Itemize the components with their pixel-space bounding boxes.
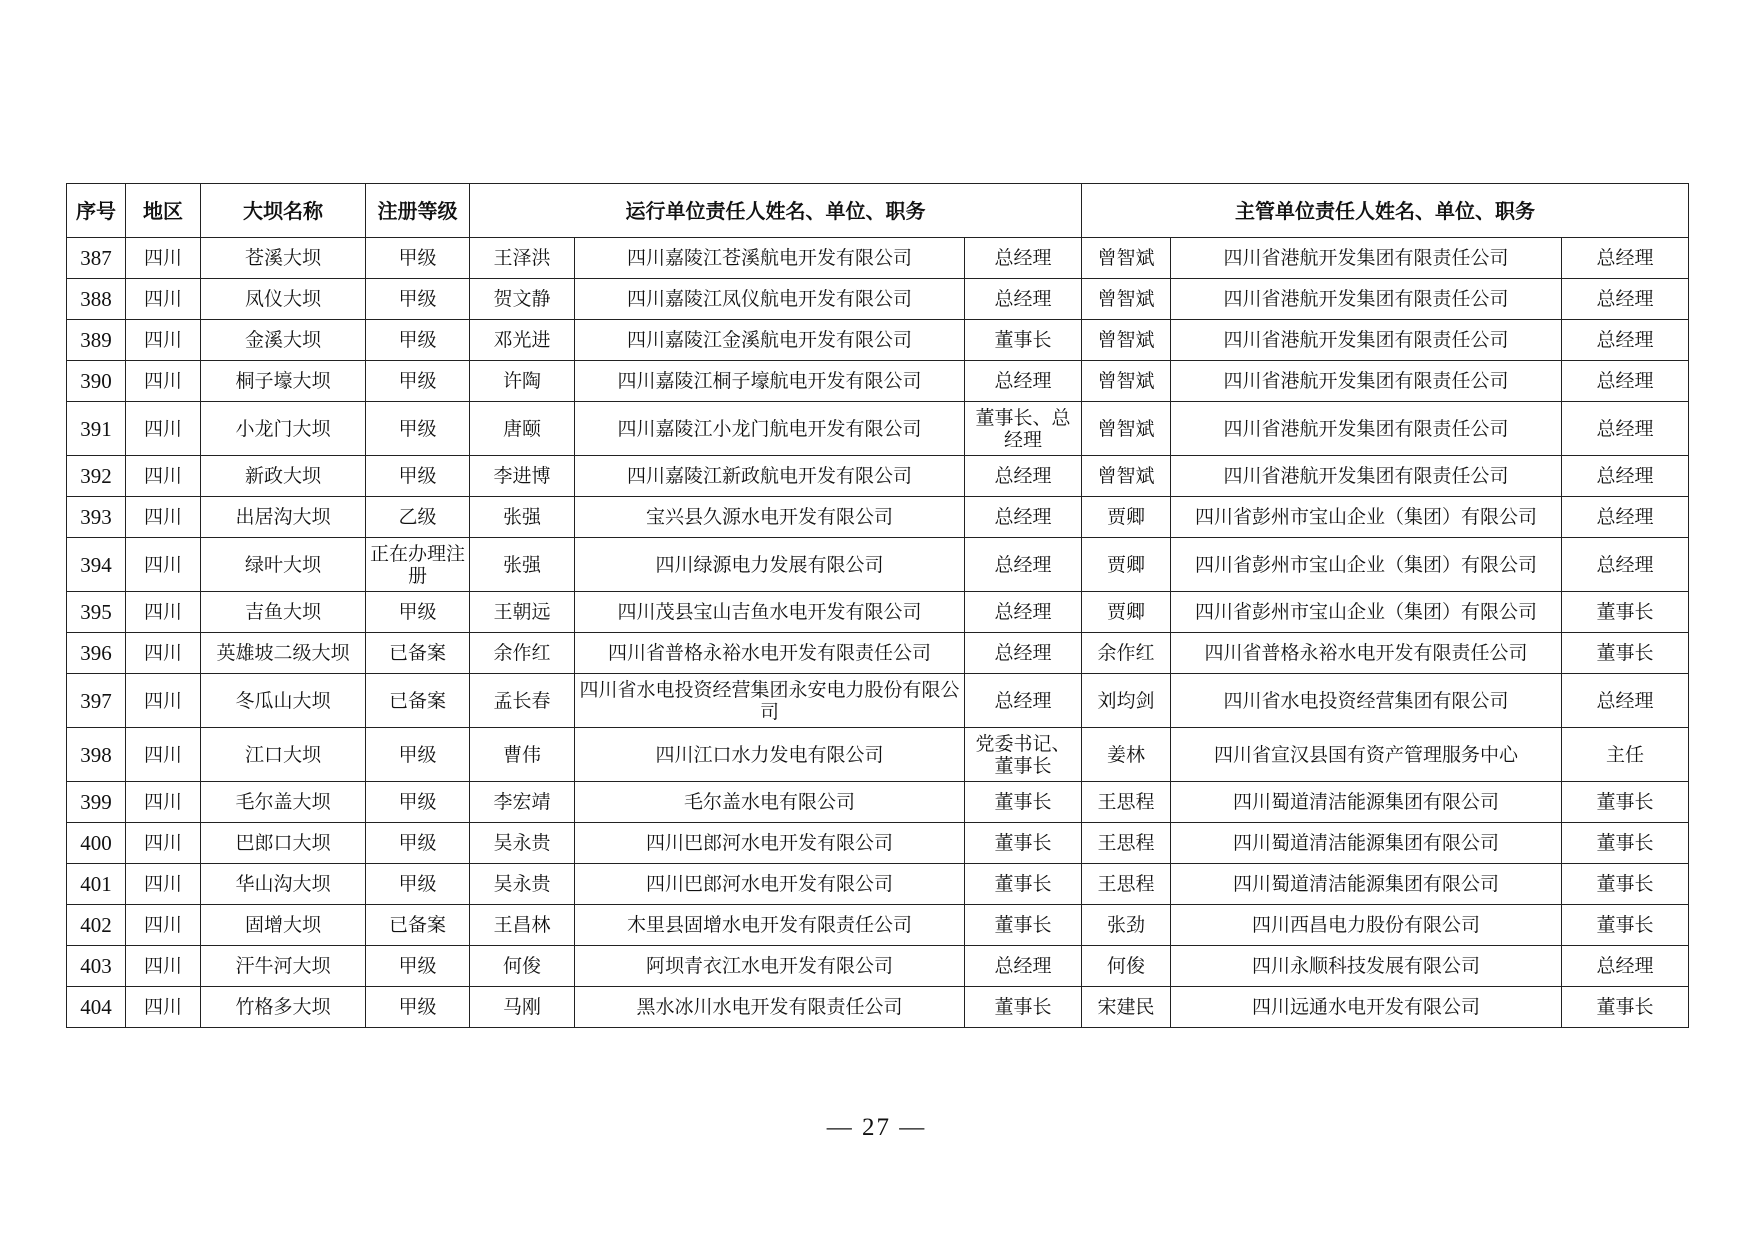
cell-supervisor-title: 总经理 bbox=[1562, 361, 1689, 402]
cell-seq: 397 bbox=[67, 674, 126, 728]
cell-seq: 394 bbox=[67, 538, 126, 592]
page-number: — 27 — bbox=[826, 1114, 927, 1141]
cell-grade: 甲级 bbox=[366, 728, 470, 782]
cell-operator-name: 张强 bbox=[470, 538, 575, 592]
table-row bbox=[67, 987, 1689, 1028]
cell-operator-title: 董事长 bbox=[965, 782, 1082, 823]
cell-seq: 400 bbox=[67, 823, 126, 864]
cell-supervisor-unit: 四川省普格永裕水电开发有限责任公司 bbox=[1171, 633, 1562, 674]
cell-supervisor-name: 曾智斌 bbox=[1082, 279, 1171, 320]
cell-seq: 393 bbox=[67, 497, 126, 538]
cell-dam-name: 小龙门大坝 bbox=[201, 402, 366, 456]
cell-operator-name: 邓光进 bbox=[470, 320, 575, 361]
cell-seq: 390 bbox=[67, 361, 126, 402]
cell-supervisor-title: 总经理 bbox=[1562, 238, 1689, 279]
dam-responsibility-table bbox=[66, 183, 1689, 1028]
cell-operator-name: 何俊 bbox=[470, 946, 575, 987]
cell-operator-title: 董事长 bbox=[965, 864, 1082, 905]
cell-dam-name: 巴郎口大坝 bbox=[201, 823, 366, 864]
cell-dam-name: 英雄坡二级大坝 bbox=[201, 633, 366, 674]
cell-dam-name: 固增大坝 bbox=[201, 905, 366, 946]
cell-operator-title: 总经理 bbox=[965, 592, 1082, 633]
cell-dam-name: 桐子壕大坝 bbox=[201, 361, 366, 402]
cell-region: 四川 bbox=[126, 728, 201, 782]
cell-grade: 已备案 bbox=[366, 674, 470, 728]
cell-supervisor-unit: 四川远通水电开发有限公司 bbox=[1171, 987, 1562, 1028]
cell-region: 四川 bbox=[126, 782, 201, 823]
cell-supervisor-name: 贾卿 bbox=[1082, 592, 1171, 633]
cell-supervisor-unit: 四川省港航开发集团有限责任公司 bbox=[1171, 320, 1562, 361]
cell-grade: 已备案 bbox=[366, 633, 470, 674]
table-row bbox=[67, 538, 1689, 592]
table-row bbox=[67, 279, 1689, 320]
cell-supervisor-unit: 四川省港航开发集团有限责任公司 bbox=[1171, 456, 1562, 497]
cell-operator-title: 董事长 bbox=[965, 823, 1082, 864]
table-body bbox=[67, 238, 1689, 1028]
cell-operator-name: 李进博 bbox=[470, 456, 575, 497]
cell-operator-unit: 黑水冰川水电开发有限责任公司 bbox=[575, 987, 965, 1028]
cell-dam-name: 竹格多大坝 bbox=[201, 987, 366, 1028]
cell-seq: 392 bbox=[67, 456, 126, 497]
cell-region: 四川 bbox=[126, 864, 201, 905]
cell-operator-title: 总经理 bbox=[965, 361, 1082, 402]
cell-seq: 395 bbox=[67, 592, 126, 633]
header-supervisor-group: 主管单位责任人姓名、单位、职务 bbox=[1082, 184, 1689, 238]
cell-operator-unit: 四川嘉陵江小龙门航电开发有限公司 bbox=[575, 402, 965, 456]
cell-grade: 正在办理注册 bbox=[366, 538, 470, 592]
cell-supervisor-unit: 四川省港航开发集团有限责任公司 bbox=[1171, 361, 1562, 402]
cell-supervisor-unit: 四川省宣汉县国有资产管理服务中心 bbox=[1171, 728, 1562, 782]
cell-operator-title: 总经理 bbox=[965, 456, 1082, 497]
header-grade: 注册等级 bbox=[366, 184, 470, 238]
cell-supervisor-unit: 四川省港航开发集团有限责任公司 bbox=[1171, 279, 1562, 320]
cell-supervisor-name: 王思程 bbox=[1082, 823, 1171, 864]
cell-supervisor-title: 董事长 bbox=[1562, 633, 1689, 674]
cell-seq: 399 bbox=[67, 782, 126, 823]
cell-region: 四川 bbox=[126, 320, 201, 361]
cell-operator-unit: 四川江口水力发电有限公司 bbox=[575, 728, 965, 782]
cell-supervisor-name: 何俊 bbox=[1082, 946, 1171, 987]
cell-dam-name: 华山沟大坝 bbox=[201, 864, 366, 905]
cell-operator-name: 孟长春 bbox=[470, 674, 575, 728]
cell-supervisor-name: 余作红 bbox=[1082, 633, 1171, 674]
cell-supervisor-name: 张劲 bbox=[1082, 905, 1171, 946]
cell-dam-name: 金溪大坝 bbox=[201, 320, 366, 361]
cell-operator-unit: 四川嘉陵江凤仪航电开发有限公司 bbox=[575, 279, 965, 320]
cell-operator-title: 董事长 bbox=[965, 905, 1082, 946]
cell-dam-name: 新政大坝 bbox=[201, 456, 366, 497]
table-row bbox=[67, 456, 1689, 497]
cell-grade: 甲级 bbox=[366, 320, 470, 361]
cell-grade: 甲级 bbox=[366, 238, 470, 279]
cell-dam-name: 吉鱼大坝 bbox=[201, 592, 366, 633]
cell-supervisor-title: 总经理 bbox=[1562, 674, 1689, 728]
cell-supervisor-title: 总经理 bbox=[1562, 320, 1689, 361]
cell-supervisor-unit: 四川永顺科技发展有限公司 bbox=[1171, 946, 1562, 987]
cell-operator-unit: 阿坝青衣江水电开发有限公司 bbox=[575, 946, 965, 987]
cell-supervisor-name: 曾智斌 bbox=[1082, 238, 1171, 279]
table-row bbox=[67, 592, 1689, 633]
cell-region: 四川 bbox=[126, 987, 201, 1028]
cell-supervisor-name: 贾卿 bbox=[1082, 497, 1171, 538]
cell-dam-name: 出居沟大坝 bbox=[201, 497, 366, 538]
table-row bbox=[67, 905, 1689, 946]
cell-dam-name: 绿叶大坝 bbox=[201, 538, 366, 592]
cell-supervisor-unit: 四川西昌电力股份有限公司 bbox=[1171, 905, 1562, 946]
cell-operator-unit: 毛尔盖水电有限公司 bbox=[575, 782, 965, 823]
cell-supervisor-title: 董事长 bbox=[1562, 987, 1689, 1028]
cell-supervisor-title: 总经理 bbox=[1562, 946, 1689, 987]
cell-supervisor-title: 董事长 bbox=[1562, 864, 1689, 905]
cell-operator-unit: 四川嘉陵江金溪航电开发有限公司 bbox=[575, 320, 965, 361]
cell-operator-unit: 宝兴县久源水电开发有限公司 bbox=[575, 497, 965, 538]
cell-region: 四川 bbox=[126, 946, 201, 987]
cell-operator-name: 唐颐 bbox=[470, 402, 575, 456]
cell-operator-unit: 四川省普格永裕水电开发有限责任公司 bbox=[575, 633, 965, 674]
cell-region: 四川 bbox=[126, 402, 201, 456]
cell-dam-name: 毛尔盖大坝 bbox=[201, 782, 366, 823]
cell-operator-name: 余作红 bbox=[470, 633, 575, 674]
cell-operator-unit: 四川绿源电力发展有限公司 bbox=[575, 538, 965, 592]
cell-dam-name: 苍溪大坝 bbox=[201, 238, 366, 279]
cell-grade: 甲级 bbox=[366, 402, 470, 456]
header-dam-name: 大坝名称 bbox=[201, 184, 366, 238]
cell-operator-title: 董事长 bbox=[965, 987, 1082, 1028]
cell-supervisor-name: 刘均剑 bbox=[1082, 674, 1171, 728]
cell-supervisor-name: 曾智斌 bbox=[1082, 361, 1171, 402]
cell-operator-name: 曹伟 bbox=[470, 728, 575, 782]
cell-supervisor-title: 总经理 bbox=[1562, 456, 1689, 497]
table-row bbox=[67, 946, 1689, 987]
cell-operator-title: 总经理 bbox=[965, 674, 1082, 728]
cell-operator-unit: 四川省水电投资经营集团永安电力股份有限公司 bbox=[575, 674, 965, 728]
table-row bbox=[67, 864, 1689, 905]
cell-operator-title: 总经理 bbox=[965, 633, 1082, 674]
cell-grade: 甲级 bbox=[366, 946, 470, 987]
cell-grade: 甲级 bbox=[366, 279, 470, 320]
cell-seq: 402 bbox=[67, 905, 126, 946]
table-row bbox=[67, 633, 1689, 674]
cell-supervisor-name: 贾卿 bbox=[1082, 538, 1171, 592]
cell-supervisor-name: 宋建民 bbox=[1082, 987, 1171, 1028]
cell-operator-unit: 四川嘉陵江新政航电开发有限公司 bbox=[575, 456, 965, 497]
cell-seq: 388 bbox=[67, 279, 126, 320]
cell-supervisor-name: 王思程 bbox=[1082, 782, 1171, 823]
cell-seq: 401 bbox=[67, 864, 126, 905]
cell-seq: 391 bbox=[67, 402, 126, 456]
cell-grade: 甲级 bbox=[366, 361, 470, 402]
cell-supervisor-unit: 四川省水电投资经营集团有限公司 bbox=[1171, 674, 1562, 728]
cell-supervisor-unit: 四川省彭州市宝山企业（集团）有限公司 bbox=[1171, 497, 1562, 538]
cell-grade: 甲级 bbox=[366, 864, 470, 905]
cell-region: 四川 bbox=[126, 823, 201, 864]
cell-supervisor-name: 曾智斌 bbox=[1082, 320, 1171, 361]
cell-supervisor-title: 董事长 bbox=[1562, 592, 1689, 633]
cell-grade: 已备案 bbox=[366, 905, 470, 946]
cell-supervisor-unit: 四川省彭州市宝山企业（集团）有限公司 bbox=[1171, 538, 1562, 592]
cell-operator-name: 王泽洪 bbox=[470, 238, 575, 279]
table-row bbox=[67, 361, 1689, 402]
cell-seq: 396 bbox=[67, 633, 126, 674]
cell-region: 四川 bbox=[126, 279, 201, 320]
cell-operator-title: 董事长 bbox=[965, 320, 1082, 361]
cell-operator-title: 总经理 bbox=[965, 538, 1082, 592]
cell-supervisor-title: 总经理 bbox=[1562, 402, 1689, 456]
table-row bbox=[67, 320, 1689, 361]
cell-grade: 甲级 bbox=[366, 456, 470, 497]
cell-operator-name: 张强 bbox=[470, 497, 575, 538]
cell-operator-name: 马刚 bbox=[470, 987, 575, 1028]
table-row bbox=[67, 674, 1689, 728]
cell-grade: 甲级 bbox=[366, 782, 470, 823]
cell-dam-name: 冬瓜山大坝 bbox=[201, 674, 366, 728]
cell-supervisor-title: 主任 bbox=[1562, 728, 1689, 782]
cell-supervisor-name: 王思程 bbox=[1082, 864, 1171, 905]
cell-operator-unit: 四川茂县宝山吉鱼水电开发有限公司 bbox=[575, 592, 965, 633]
cell-region: 四川 bbox=[126, 361, 201, 402]
table-row bbox=[67, 823, 1689, 864]
cell-operator-name: 吴永贵 bbox=[470, 864, 575, 905]
cell-operator-unit: 四川嘉陵江苍溪航电开发有限公司 bbox=[575, 238, 965, 279]
cell-supervisor-title: 董事长 bbox=[1562, 823, 1689, 864]
table-row bbox=[67, 402, 1689, 456]
cell-operator-name: 王昌林 bbox=[470, 905, 575, 946]
cell-grade: 甲级 bbox=[366, 592, 470, 633]
cell-grade: 甲级 bbox=[366, 987, 470, 1028]
cell-supervisor-unit: 四川省港航开发集团有限责任公司 bbox=[1171, 402, 1562, 456]
table-row bbox=[67, 497, 1689, 538]
cell-operator-title: 总经理 bbox=[965, 946, 1082, 987]
cell-operator-name: 许陶 bbox=[470, 361, 575, 402]
cell-operator-name: 李宏靖 bbox=[470, 782, 575, 823]
cell-supervisor-unit: 四川省港航开发集团有限责任公司 bbox=[1171, 238, 1562, 279]
table-row bbox=[67, 728, 1689, 782]
cell-operator-title: 总经理 bbox=[965, 279, 1082, 320]
table-row bbox=[67, 238, 1689, 279]
cell-operator-unit: 四川嘉陵江桐子壕航电开发有限公司 bbox=[575, 361, 965, 402]
cell-operator-title: 总经理 bbox=[965, 238, 1082, 279]
cell-region: 四川 bbox=[126, 497, 201, 538]
cell-grade: 乙级 bbox=[366, 497, 470, 538]
cell-supervisor-title: 总经理 bbox=[1562, 538, 1689, 592]
cell-supervisor-title: 董事长 bbox=[1562, 782, 1689, 823]
cell-region: 四川 bbox=[126, 674, 201, 728]
cell-operator-unit: 四川巴郎河水电开发有限公司 bbox=[575, 823, 965, 864]
cell-supervisor-unit: 四川省彭州市宝山企业（集团）有限公司 bbox=[1171, 592, 1562, 633]
cell-seq: 387 bbox=[67, 238, 126, 279]
cell-region: 四川 bbox=[126, 538, 201, 592]
cell-grade: 甲级 bbox=[366, 823, 470, 864]
header-region: 地区 bbox=[126, 184, 201, 238]
cell-seq: 398 bbox=[67, 728, 126, 782]
cell-operator-unit: 四川巴郎河水电开发有限公司 bbox=[575, 864, 965, 905]
cell-supervisor-unit: 四川蜀道清洁能源集团有限公司 bbox=[1171, 823, 1562, 864]
cell-operator-name: 吴永贵 bbox=[470, 823, 575, 864]
cell-dam-name: 凤仪大坝 bbox=[201, 279, 366, 320]
cell-dam-name: 江口大坝 bbox=[201, 728, 366, 782]
header-operator-group: 运行单位责任人姓名、单位、职务 bbox=[470, 184, 1082, 238]
cell-region: 四川 bbox=[126, 456, 201, 497]
cell-region: 四川 bbox=[126, 592, 201, 633]
cell-supervisor-title: 董事长 bbox=[1562, 905, 1689, 946]
cell-seq: 403 bbox=[67, 946, 126, 987]
cell-supervisor-name: 曾智斌 bbox=[1082, 456, 1171, 497]
cell-supervisor-unit: 四川蜀道清洁能源集团有限公司 bbox=[1171, 864, 1562, 905]
cell-operator-name: 王朝远 bbox=[470, 592, 575, 633]
cell-region: 四川 bbox=[126, 633, 201, 674]
cell-operator-name: 贺文静 bbox=[470, 279, 575, 320]
cell-seq: 389 bbox=[67, 320, 126, 361]
cell-seq: 404 bbox=[67, 987, 126, 1028]
cell-operator-unit: 木里县固增水电开发有限责任公司 bbox=[575, 905, 965, 946]
cell-supervisor-unit: 四川蜀道清洁能源集团有限公司 bbox=[1171, 782, 1562, 823]
cell-supervisor-title: 总经理 bbox=[1562, 497, 1689, 538]
cell-supervisor-title: 总经理 bbox=[1562, 279, 1689, 320]
cell-operator-title: 党委书记、董事长 bbox=[965, 728, 1082, 782]
table-header-row bbox=[67, 184, 1689, 238]
cell-supervisor-name: 姜林 bbox=[1082, 728, 1171, 782]
header-seq: 序号 bbox=[67, 184, 126, 238]
cell-supervisor-name: 曾智斌 bbox=[1082, 402, 1171, 456]
cell-region: 四川 bbox=[126, 238, 201, 279]
cell-operator-title: 总经理 bbox=[965, 497, 1082, 538]
cell-operator-title: 董事长、总经理 bbox=[965, 402, 1082, 456]
cell-region: 四川 bbox=[126, 905, 201, 946]
table-row bbox=[67, 782, 1689, 823]
cell-dam-name: 汗牛河大坝 bbox=[201, 946, 366, 987]
